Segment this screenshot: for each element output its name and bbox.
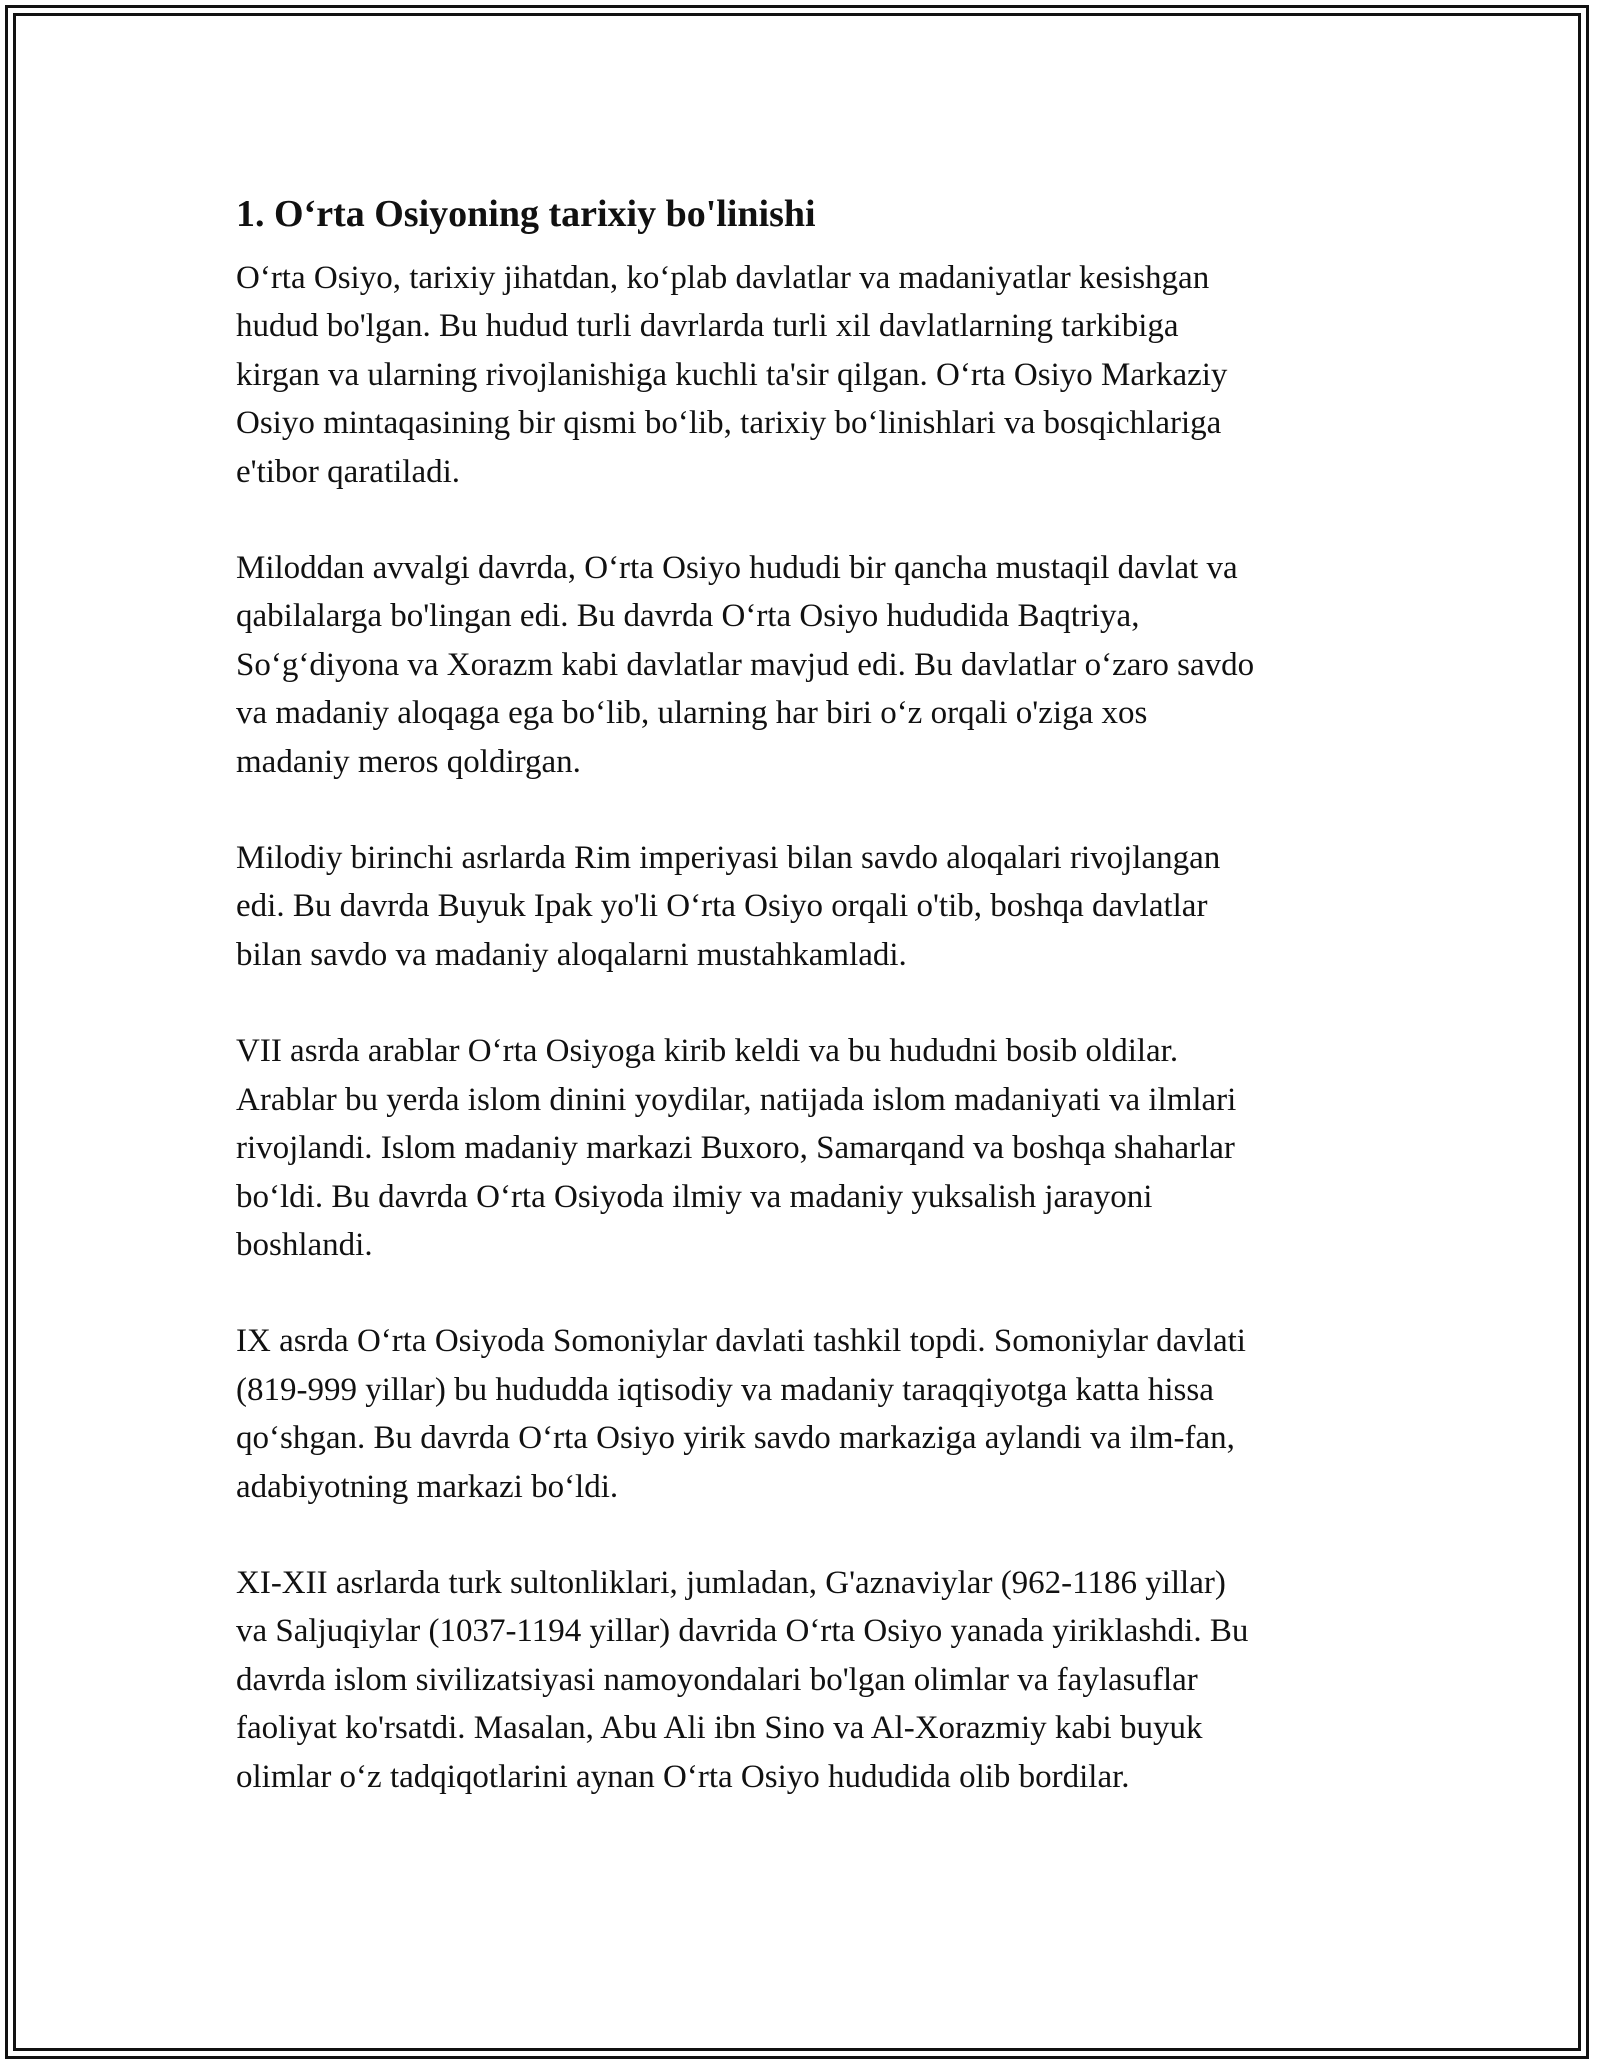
paragraph-1: O‘rta Osiyo, tarixiy jihatdan, ko‘plab davlatlar va madaniyatlar kesishgan hudud bo'lgan. Bu hudud turli davrlarda turli xil davlatlarning tarkibiga kirgan va ularning rivojlanishiga kuchli ta'sir qilgan. O‘rta Osiyo Markaziy Osiyo mintaqasining bir qismi bo‘lib, tarixiy bo‘linishlari va bosqichlariga e'tibor qaratiladi. (236, 260, 1228, 490)
section-heading: 1. O‘rta Osiyoning tarixiy bo'linishi (236, 193, 816, 235)
paragraph-4: VII asrda arablar O‘rta Osiyoga kirib keldi va bu hududni bosib oldilar. Arablar bu yerda islom dinini yoydilar, natijada islom madaniyati va ilmlari rivojlandi. Islom madaniy markazi Buxoro, Samarqand va boshqa shaharlar bo‘ldi. Bu davrda O‘rta Osiyoda ilmiy va madaniy yuksalish jarayoni boshlandi. (236, 1033, 1237, 1263)
paragraph-6: XI-XII asrlarda turk sultonliklari, jumladan, G'aznaviylar (962-1186 yillar) va Saljuqiylar (1037-1194 yillar) davrida O‘rta Osiyo yanada yiriklashdi. Bu davrda islom sivilizatsiyasi namoyondalari bo'lgan olimlar va faylasuflar faoliyat ko'rsatdi. Masalan, Abu Ali ibn Sino va Al-Xorazmiy kabi buyuk olimlar o‘z tadqiqotlarini aynan O‘rta Osiyo hududida olib bordilar. (236, 1564, 1249, 1795)
paragraph-5: IX asrda O‘rta Osiyoda Somoniylar davlati tashkil topdi. Somoniylar davlati (819-999 yillar) bu hududda iqtisodiy va madaniy taraqqiyotga katta hissa qo‘shgan. Bu davrda O‘rta Osiyo yirik savdo markaziga aylandi va ilm-fan, adabiyotning markazi bo‘ldi. (236, 1323, 1246, 1505)
paragraph-3: Milodiy birinchi asrlarda Rim imperiyasi bilan savdo aloqalari rivojlangan edi. Bu davrda Buyuk Ipak yo'li O‘rta Osiyo orqali o'tib, boshqa davlatlar bilan savdo va madaniy aloqalarni mustahkamladi. (236, 840, 1221, 973)
paragraph-2: Miloddan avvalgi davrda, O‘rta Osiyo hududi bir qancha mustaqil davlat va qabilalarga bo'lingan edi. Bu davrda O‘rta Osiyo hududida Baqtriya, So‘g‘diyona va Xorazm kabi davlatlar mavjud edi. Bu davlatlar o‘zaro savdo va madaniy aloqaga ega bo‘lib, ularning har biri o‘z orqali o'ziga xos madaniy meros qoldirgan. (236, 550, 1255, 780)
document-body (236, 186, 1376, 1849)
